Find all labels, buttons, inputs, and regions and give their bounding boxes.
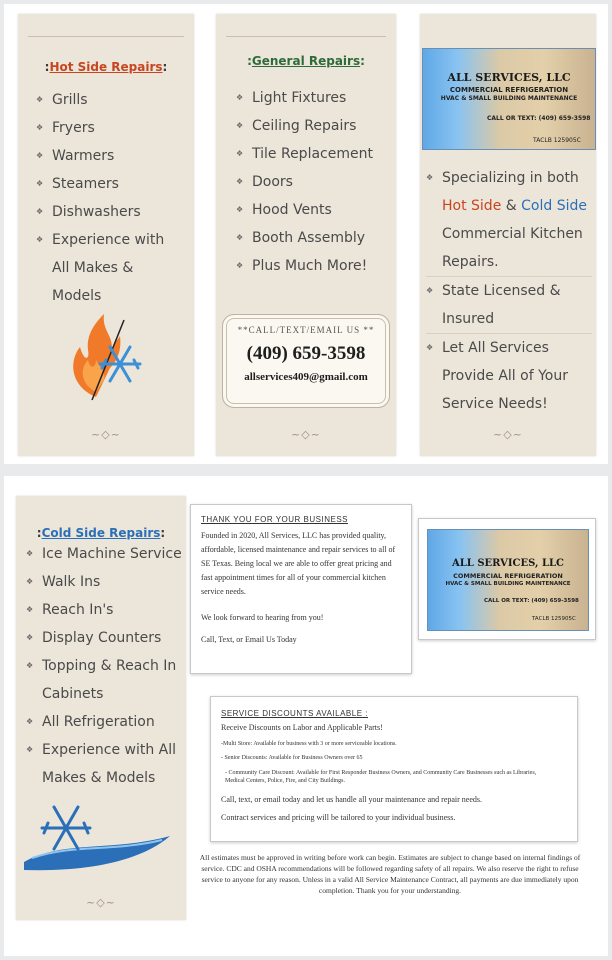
heading-text: General Repairs [251, 54, 361, 68]
list-item: ❖ Hood Vents [236, 196, 392, 224]
benefits-list [426, 164, 592, 418]
benefit-text: Specializing in both [442, 170, 579, 186]
logo-license: TACLB 125905C [533, 137, 581, 144]
flourish-ornament: ~◇~ [291, 428, 321, 441]
list-item: ❖ All Refrigeration [26, 708, 186, 736]
cold-side-list [26, 540, 186, 792]
discounts-intro: Receive Discounts on Labor and Applicable Parts! [221, 723, 383, 732]
logo-line1: COMMERCIAL REFRIGERATION [449, 86, 569, 94]
contact-label: **CALL/TEXT/EMAIL US ** [237, 325, 375, 335]
benefit-item: ❖ State Licensed & Insured [426, 277, 592, 334]
discount-community-care: - Community Care Discount: Available for First Responder Business Owners, and Community Care Businesses such as Libraries, Medical Centers, Police, Fire, and City Buildings. [225, 770, 537, 784]
contact-plaque [222, 314, 390, 408]
logo-card [418, 518, 596, 640]
list-item: ❖ Walk Ins [26, 568, 186, 596]
logo-phone: CALL OR TEXT: (409) 659-3598 [484, 598, 579, 604]
list-item: ❖ Experience with All Makes & Models [36, 226, 186, 310]
thank-you-title: THANK YOU FOR YOUR BUSINESS [201, 515, 349, 524]
brochure-outside [4, 4, 608, 464]
thank-you-line3: Call, Text, or Email Us Today [201, 635, 297, 644]
list-item: ❖ Light Fixtures [236, 84, 392, 112]
list-item: ❖ Topping & Reach In Cabinets [26, 652, 186, 708]
panel-company [420, 14, 596, 456]
benefit-item: ❖ Let All Services Provide All of Your Service Needs! [426, 334, 592, 418]
discounts-card [210, 696, 578, 842]
list-item: ❖ Ice Machine Service [26, 540, 186, 568]
discounts-title: SERVICE DISCOUNTS AVAILABLE : [221, 709, 368, 718]
fire-snowflake-icon [66, 312, 146, 402]
list-item: ❖ Display Counters [26, 624, 186, 652]
heading-text: Hot Side Repairs [49, 60, 163, 74]
logo-phone: CALL OR TEXT: (409) 659-3598 [487, 115, 591, 122]
logo-line2: HVAC & SMALL BUILDING MAINTENANCE [440, 95, 578, 102]
heading-suffix: : [162, 60, 168, 74]
thank-you-body: Founded in 2020, All Services, LLC has provided quality, affordable, licensed maintenance and repair services to all of SE Texas. Being local we are able to offer great pricing and fast appointment times for all of your commercial kitchen service needs. [201, 531, 396, 596]
heading-suffix: : [160, 526, 166, 540]
discounts-cta: Call, text, or email today and let us handle all your maintenance and repair needs. [221, 795, 483, 804]
general-list [236, 84, 392, 280]
company-logo [427, 529, 589, 631]
heading-suffix: : [360, 54, 365, 68]
hot-side-list [36, 86, 186, 310]
brochure-inside [4, 476, 608, 956]
company-logo [422, 48, 596, 150]
list-item: ❖ Tile Replacement [236, 140, 392, 168]
benefit-text: State Licensed & [442, 283, 561, 299]
snowflake-wave-icon [22, 800, 172, 880]
benefit-text: Repairs. [442, 254, 499, 270]
cold-side-heading [16, 526, 186, 540]
benefit-text: Provide All of Your [442, 368, 568, 384]
divider [28, 36, 184, 37]
thank-you-line2: We look forward to hearing from you! [201, 613, 324, 622]
list-item: ❖ Experience with All Makes & Models [26, 736, 186, 792]
heading-prefix: : [44, 60, 50, 74]
general-heading [216, 54, 396, 68]
benefit-text: Insured [442, 311, 495, 327]
flourish-ornament: ~◇~ [493, 428, 523, 441]
panel-cold-side [16, 496, 186, 920]
list-item: ❖ Plus Much More! [236, 252, 392, 280]
benefit-text: Service Needs! [442, 396, 548, 412]
disclaimer-text: All estimates must be approved in writing before work can begin. Estimates are subject to change based on internal findings of service. CDC and OSHA recommendations will be followed regarding safety of all repairs. We also reserve the right to refuse service to anyone for any reason. Unless in a valid All Service Maintenance Contract, all payments are due immediately upon completion. Thank you for your understanding. [199, 853, 581, 895]
list-item: ❖ Fryers [36, 114, 186, 142]
divider [226, 36, 386, 37]
thank-you-card [190, 504, 412, 674]
logo-name: ALL SERVICES, LLC [447, 71, 571, 84]
benefit-text: Let All Services [442, 340, 549, 356]
panel-hot-side [18, 14, 194, 456]
phone-number[interactable]: (409) 659-3598 [246, 343, 366, 364]
cold-side-text: Cold Side [521, 198, 587, 214]
list-item: ❖ Booth Assembly [236, 224, 392, 252]
list-item: ❖ Grills [36, 86, 186, 114]
list-item: ❖ Ceiling Repairs [236, 112, 392, 140]
list-item: ❖ Steamers [36, 170, 186, 198]
discount-multi-store: -Multi Store: Available for business with 3 or more serviceable locations. [221, 741, 397, 747]
heading-text: Cold Side Repairs [41, 526, 161, 540]
logo-line2: HVAC & SMALL BUILDING MAINTENANCE [445, 581, 571, 587]
panel-general-repairs [216, 14, 396, 456]
benefit-text: Commercial Kitchen [442, 226, 583, 242]
flourish-ornament: ~◇~ [91, 428, 121, 441]
logo-line1: COMMERCIAL REFRIGERATION [453, 572, 563, 580]
list-item: ❖ Doors [236, 168, 392, 196]
list-item: ❖ Reach In's [26, 596, 186, 624]
benefit-item: ❖ Specializing in both Hot Side & Cold Side Commercial Kitchen Repairs. [426, 164, 592, 277]
discounts-contract: Contract services and pricing will be tailored to your individual business. [221, 813, 456, 822]
discount-senior: - Senior Discounts: Available for Business Owners over 65 [221, 755, 363, 761]
list-item: ❖ Warmers [36, 142, 186, 170]
hot-side-text: Hot Side [442, 198, 502, 214]
list-item: ❖ Dishwashers [36, 198, 186, 226]
email-address[interactable]: allservices409@gmail.com [244, 371, 368, 383]
flourish-ornament: ~◇~ [86, 896, 116, 909]
logo-license: TACLB 125905C [532, 616, 576, 622]
ampersand: & [501, 198, 522, 214]
heading-prefix: : [247, 54, 252, 68]
heading-prefix: : [36, 526, 42, 540]
logo-name: ALL SERVICES, LLC [452, 558, 564, 569]
hot-side-heading [18, 60, 194, 74]
